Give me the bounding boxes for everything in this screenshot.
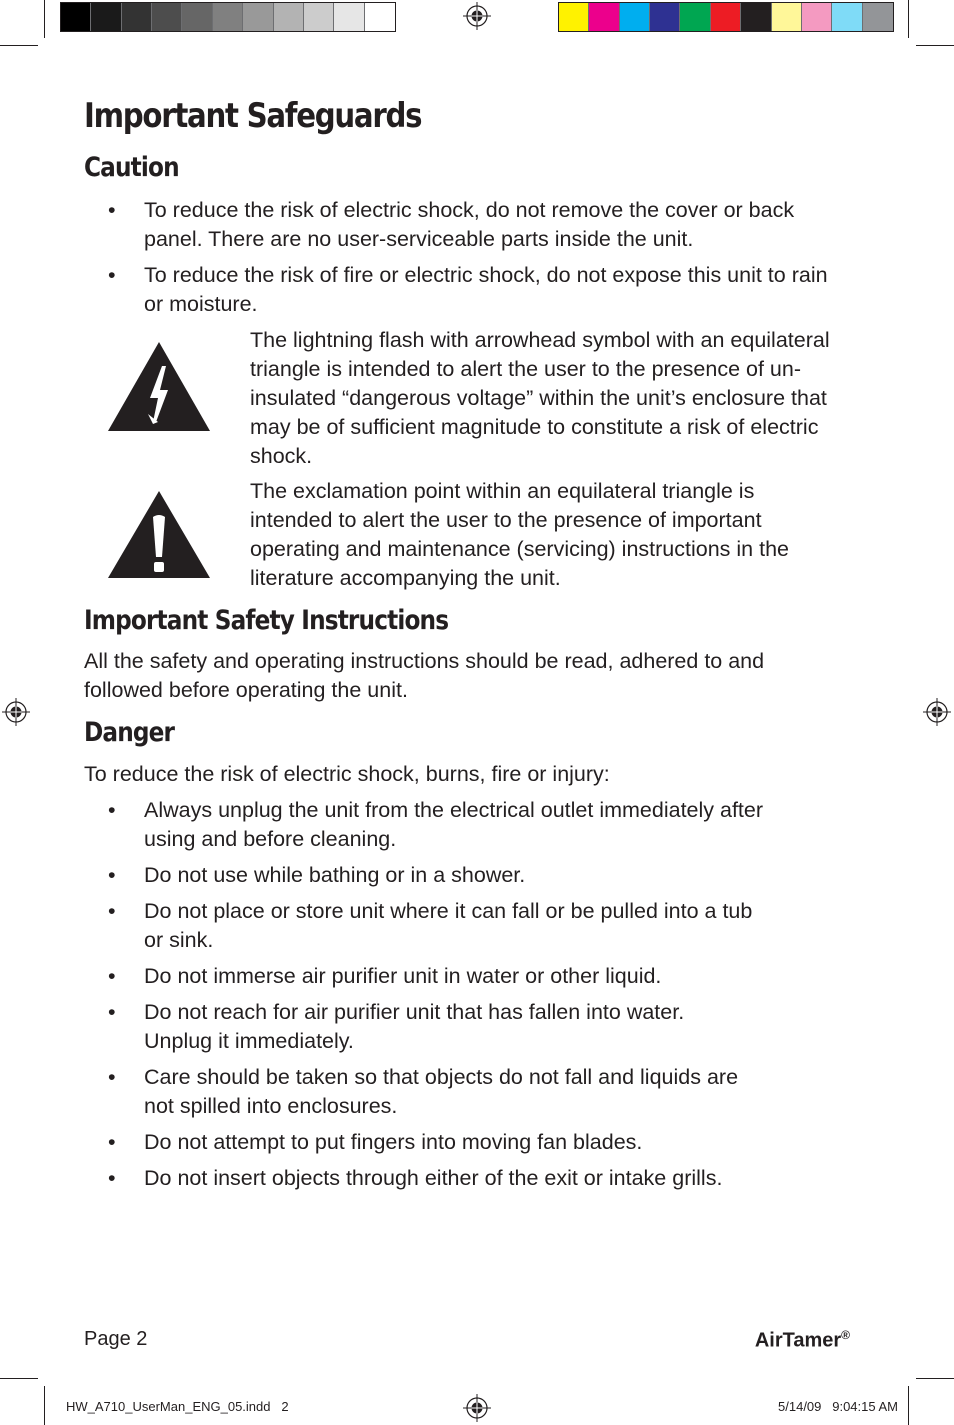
danger-bullet-text: Always unplug the unit from the electrical outlet immediately after using and before cleaning. <box>144 798 764 851</box>
brand-footer <box>755 1328 850 1353</box>
danger-heading: Danger <box>84 717 175 748</box>
danger-bullet-text: Do not place or store unit where it can fall or be pulled into a tub or sink. <box>144 899 753 952</box>
bullet-icon: • <box>108 899 116 923</box>
gray-swatch <box>243 3 273 31</box>
gray-swatch <box>152 3 182 31</box>
brand-name: AirTamer <box>754 1329 842 1352</box>
process-color-bar <box>558 2 894 32</box>
list-item <box>108 796 808 854</box>
danger-bullet-text: Do not attempt to put fingers into moving fan blades. <box>144 1130 643 1154</box>
list-item <box>108 1128 808 1157</box>
danger-list <box>108 796 808 1200</box>
list-item <box>108 196 838 254</box>
crop-mark-top-right-vertical <box>908 0 909 38</box>
color-swatch <box>559 3 589 31</box>
bullet-icon: • <box>108 1000 116 1024</box>
gray-swatch <box>122 3 152 31</box>
registration-mark-bottom-icon <box>463 1394 491 1422</box>
danger-bullet-text: Do not immerse air purifier unit in water or other liquid. <box>144 964 662 988</box>
crop-mark-bottom-right-vertical <box>908 1386 909 1425</box>
caution-list <box>108 196 838 326</box>
crop-mark-bottom-left-vertical <box>44 1386 45 1425</box>
crop-mark-top-left-vertical <box>44 0 45 38</box>
bullet-icon: • <box>108 1065 116 1089</box>
page-number: Page 2 <box>84 1328 148 1350</box>
crop-mark-bottom-left-horizontal <box>0 1378 38 1379</box>
color-swatch <box>650 3 680 31</box>
gray-swatch <box>334 3 364 31</box>
gray-swatch <box>61 3 91 31</box>
color-swatch <box>711 3 741 31</box>
crop-mark-top-left-horizontal <box>0 45 38 46</box>
list-item <box>108 861 808 890</box>
registration-mark-right-icon <box>923 698 951 726</box>
bullet-icon: • <box>108 964 116 988</box>
safety-instructions-heading: Important Safety Instructions <box>84 605 449 636</box>
gray-swatch <box>182 3 212 31</box>
gray-swatch <box>91 3 121 31</box>
danger-bullet-text: Do not insert objects through either of the exit or intake grills. <box>144 1166 723 1190</box>
gray-swatch <box>304 3 334 31</box>
danger-bullet-text: Do not use while bathing or in a shower. <box>144 863 526 887</box>
color-swatch <box>772 3 802 31</box>
bullet-icon: • <box>108 263 116 287</box>
gray-swatch <box>274 3 304 31</box>
bullet-icon: • <box>108 863 116 887</box>
registration-mark-top-icon <box>463 2 491 30</box>
color-swatch <box>741 3 771 31</box>
bullet-icon: • <box>108 798 116 822</box>
lightning-warning-text: The lightning flash with arrowhead symbol with an equilateral triangle is intended to alert the user to the presence of un-insulated “dangerous voltage” within the unit’s enclosure that may be of sufficient magnitude to constitute a risk of electric shock. <box>250 328 830 468</box>
bullet-icon: • <box>108 198 116 222</box>
list-item <box>108 1164 808 1193</box>
color-swatch <box>802 3 832 31</box>
color-swatch <box>832 3 862 31</box>
danger-bullet-text: Care should be taken so that objects do not fall and liquids are not spilled into enclosures. <box>144 1065 739 1118</box>
list-item <box>108 261 838 319</box>
bullet-icon: • <box>108 1166 116 1190</box>
color-swatch <box>863 3 893 31</box>
lightning-warning-icon <box>106 340 212 434</box>
color-swatch <box>620 3 650 31</box>
caution-bullet-text: To reduce the risk of electric shock, do not remove the cover or back panel. There are no user-serviceable parts inside the unit. <box>144 198 795 251</box>
gray-swatch <box>365 3 395 31</box>
list-item <box>108 897 754 955</box>
crop-mark-top-right-horizontal <box>916 45 954 46</box>
list-item <box>108 998 754 1056</box>
registration-mark-left-icon <box>2 698 30 726</box>
page-title: Important Safeguards <box>84 96 422 136</box>
caution-heading: Caution <box>84 152 179 183</box>
slug-filename: HW_A710_UserMan_ENG_05.indd 2 <box>66 1399 289 1414</box>
registered-mark: ® <box>841 1328 850 1342</box>
color-swatch <box>680 3 710 31</box>
exclamation-warning-icon <box>106 489 212 581</box>
bullet-icon: • <box>108 1130 116 1154</box>
color-swatch <box>589 3 619 31</box>
danger-bullet-text: Do not reach for air purifier unit that has fallen into water. Unplug it immediately. <box>144 1000 685 1053</box>
gray-swatch <box>213 3 243 31</box>
slug-timestamp: 5/14/09 9:04:15 AM <box>778 1399 898 1414</box>
caution-bullet-text: To reduce the risk of fire or electric shock, do not expose this unit to rain or moisture. <box>144 263 828 316</box>
crop-mark-bottom-right-horizontal <box>916 1378 954 1379</box>
grayscale-color-bar <box>60 2 396 32</box>
exclamation-warning-text: The exclamation point within an equilateral triangle is intended to alert the user to the presence of important operating and maintenance (servicing) instructions in the literature accompanying the unit. <box>250 479 789 590</box>
list-item <box>108 1063 754 1121</box>
safety-instructions-text: All the safety and operating instructions should be read, adhered to and followed before operating the unit. <box>84 649 765 702</box>
list-item <box>108 962 808 991</box>
danger-intro: To reduce the risk of electric shock, burns, fire or injury: <box>84 762 610 786</box>
